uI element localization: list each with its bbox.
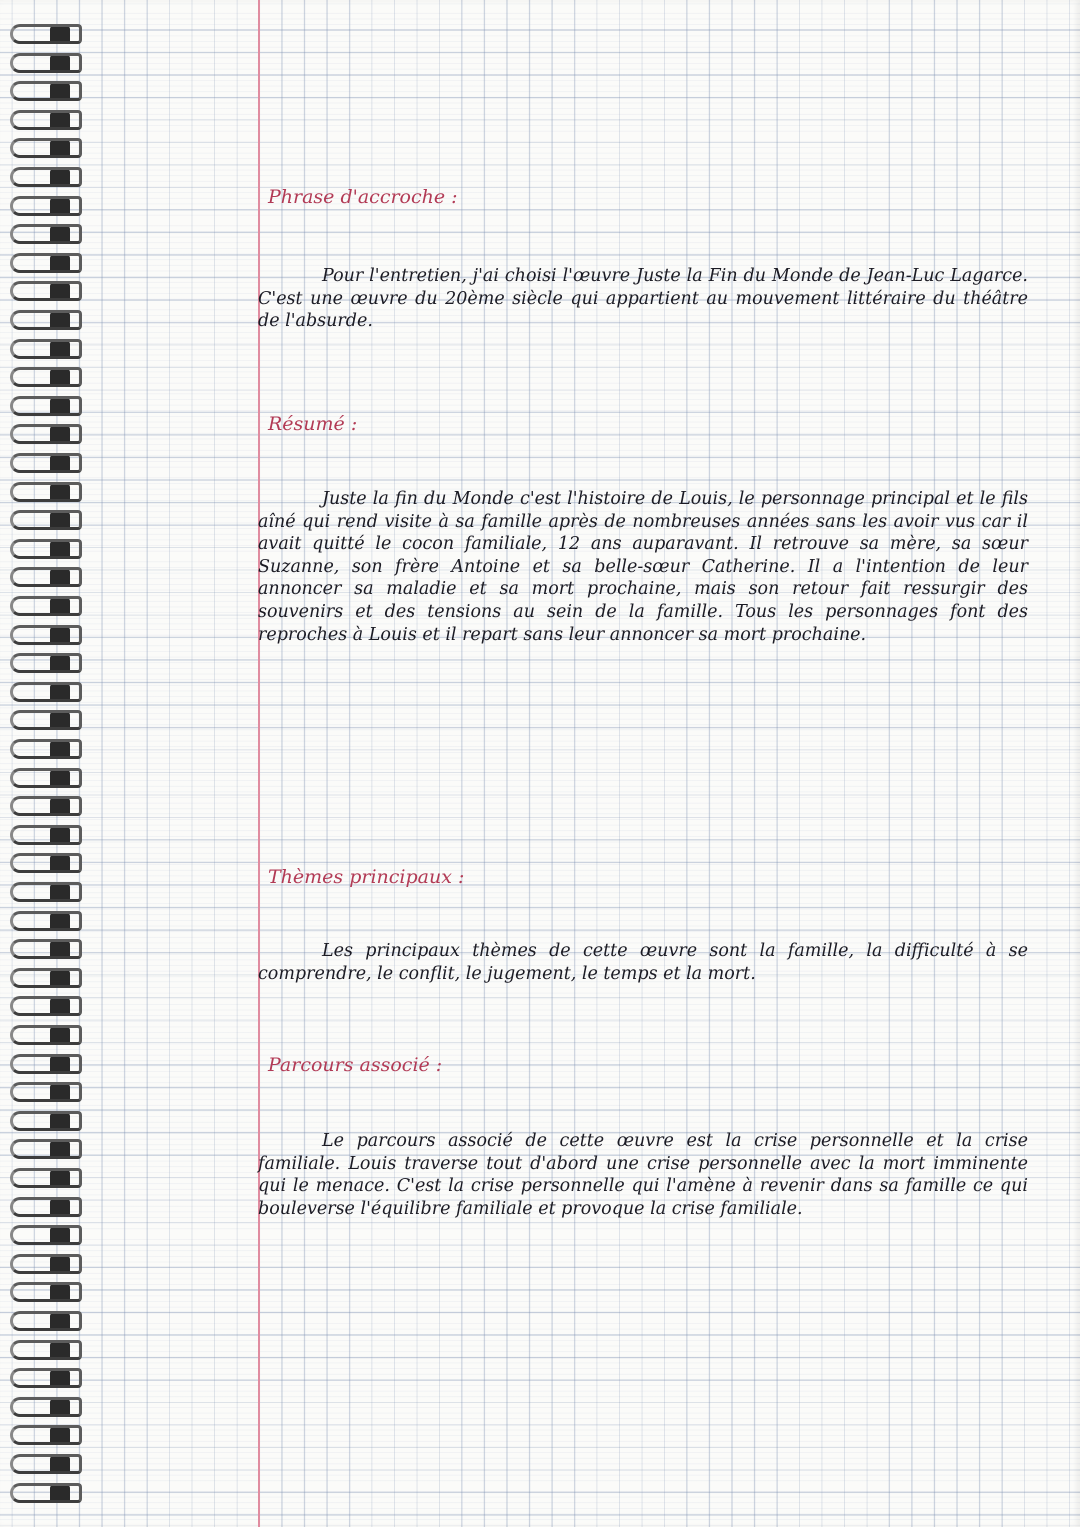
paragraph-resume: Juste la fin du Monde c'est l'histoire de Louis, le personnage principal et le fils aîné qui rend visite à sa famille après de nombreuses années sans les avoir vus car il avait quitté le cocon familiale, 12 ans auparavant. Il retrouve sa mère, sa sœur Suzanne, son frère Antoine et sa belle-sœur Catherine. Il a l'intention de leur annoncer sa maladie et sa mort prochaine, mais son retour fait ressurgir des souvenirs et des tensions au sein de la famille. Tous les personnages font des reproches à Louis et il repart sans leur annoncer sa mort prochaine. [258, 489, 1028, 645]
spiral-wire [10, 510, 82, 530]
spiral-wire [10, 253, 82, 273]
spiral-wire [10, 281, 82, 301]
spiral-ring [10, 909, 90, 935]
spiral-ring [10, 537, 90, 563]
heading-phrase-accroche: Phrase d'accroche : [268, 186, 458, 208]
spiral-ring [10, 194, 90, 220]
spiral-ring [10, 508, 90, 534]
spiral-wire [10, 1483, 82, 1503]
spiral-ring [10, 1252, 90, 1278]
spiral-ring [10, 623, 90, 649]
spiral-wire [10, 138, 82, 158]
heading-parcours-associe: Parcours associé : [268, 1054, 443, 1076]
spiral-wire [10, 167, 82, 187]
spiral-wire [10, 339, 82, 359]
spiral-ring [10, 794, 90, 820]
spiral-wire [10, 424, 82, 444]
spiral-wire [10, 1282, 82, 1302]
spiral-ring [10, 1481, 90, 1507]
spiral-wire [10, 1254, 82, 1274]
spiral-wire [10, 1139, 82, 1159]
spiral-wire [10, 1340, 82, 1360]
spiral-wire [10, 768, 82, 788]
spiral-ring [10, 1452, 90, 1478]
spiral-ring [10, 1395, 90, 1421]
spiral-ring [10, 1109, 90, 1135]
spiral-wire [10, 796, 82, 816]
spiral-wire [10, 1368, 82, 1388]
spiral-ring [10, 108, 90, 134]
spiral-wire [10, 367, 82, 387]
spiral-ring [10, 1366, 90, 1392]
spiral-ring [10, 994, 90, 1020]
spiral-ring [10, 1423, 90, 1449]
spiral-ring [10, 1023, 90, 1049]
spiral-ring [10, 480, 90, 506]
spiral-wire [10, 853, 82, 873]
spiral-wire [10, 24, 82, 44]
spiral-ring [10, 565, 90, 591]
spiral-wire [10, 482, 82, 502]
spiral-wire [10, 596, 82, 616]
spiral-ring [10, 1195, 90, 1221]
spiral-wire [10, 1397, 82, 1417]
page-content [258, 0, 1038, 1527]
spiral-ring [10, 1052, 90, 1078]
spiral-wire [10, 968, 82, 988]
spiral-wire [10, 1054, 82, 1074]
paragraph-themes-principaux: Les principaux thèmes de cette œuvre sont la famille, la difficulté à se comprendre, le conflit, le jugement, le temps et la mort. [258, 941, 1028, 984]
spiral-ring [10, 251, 90, 277]
spiral-ring [10, 766, 90, 792]
spiral-ring [10, 365, 90, 391]
spiral-ring [10, 1309, 90, 1335]
spiral-ring [10, 1280, 90, 1306]
spiral-wire [10, 625, 82, 645]
spiral-wire [10, 653, 82, 673]
spiral-wire [10, 710, 82, 730]
heading-resume: Résumé : [268, 413, 358, 435]
spiral-ring [10, 737, 90, 763]
paragraph-parcours-associe: Le parcours associé de cette œuvre est la crise personnelle et la crise familiale. Louis traverse tout d'abord une crise personnelle avec la mort imminente qui le menace. C'est la crise personnelle qui l'amène à revenir dans sa famille ce qui bouleverse l'équilibre familiale et provoque la crise familiale. [258, 1131, 1028, 1219]
spiral-wire [10, 110, 82, 130]
spiral-wire [10, 1425, 82, 1445]
spiral-ring [10, 1338, 90, 1364]
spiral-wire [10, 539, 82, 559]
spiral-wire [10, 1111, 82, 1131]
spiral-wire [10, 396, 82, 416]
spiral-ring [10, 966, 90, 992]
spiral-wire [10, 310, 82, 330]
spiral-ring [10, 680, 90, 706]
spiral-wire [10, 224, 82, 244]
spiral-wire [10, 453, 82, 473]
spiral-ring [10, 279, 90, 305]
spiral-ring [10, 337, 90, 363]
spiral-ring [10, 651, 90, 677]
spiral-wire [10, 1025, 82, 1045]
spiral-wire [10, 1225, 82, 1245]
spiral-wire [10, 567, 82, 587]
spiral-ring [10, 1166, 90, 1192]
spiral-binding-icon [0, 0, 92, 1527]
spiral-wire [10, 1168, 82, 1188]
spiral-wire [10, 81, 82, 101]
spiral-ring [10, 51, 90, 77]
spiral-ring [10, 422, 90, 448]
spiral-ring [10, 451, 90, 477]
spiral-ring [10, 1223, 90, 1249]
spiral-wire [10, 825, 82, 845]
spiral-ring [10, 136, 90, 162]
heading-themes-principaux: Thèmes principaux : [268, 866, 465, 888]
spiral-wire [10, 1197, 82, 1217]
spiral-ring [10, 851, 90, 877]
spiral-wire [10, 53, 82, 73]
spiral-ring [10, 222, 90, 248]
paragraph-phrase-accroche: Pour l'entretien, j'ai choisi l'œuvre Juste la Fin du Monde de Jean-Luc Lagarce. C'est une œuvre du 20ème siècle qui appartient au mouvement littéraire du théâtre de l'absurde. [258, 266, 1028, 332]
spiral-ring [10, 79, 90, 105]
spiral-ring [10, 308, 90, 334]
spiral-ring [10, 1137, 90, 1163]
spiral-wire [10, 939, 82, 959]
spiral-wire [10, 882, 82, 902]
spiral-ring [10, 708, 90, 734]
spiral-ring [10, 594, 90, 620]
spiral-ring [10, 165, 90, 191]
spiral-ring [10, 394, 90, 420]
spiral-ring [10, 1080, 90, 1106]
spiral-ring [10, 880, 90, 906]
spiral-wire [10, 739, 82, 759]
spiral-wire [10, 1082, 82, 1102]
spiral-wire [10, 682, 82, 702]
spiral-wire [10, 911, 82, 931]
spiral-wire [10, 1454, 82, 1474]
spiral-ring [10, 823, 90, 849]
spiral-wire [10, 1311, 82, 1331]
spiral-ring [10, 22, 90, 48]
spiral-wire [10, 996, 82, 1016]
spiral-wire [10, 196, 82, 216]
spiral-ring [10, 937, 90, 963]
